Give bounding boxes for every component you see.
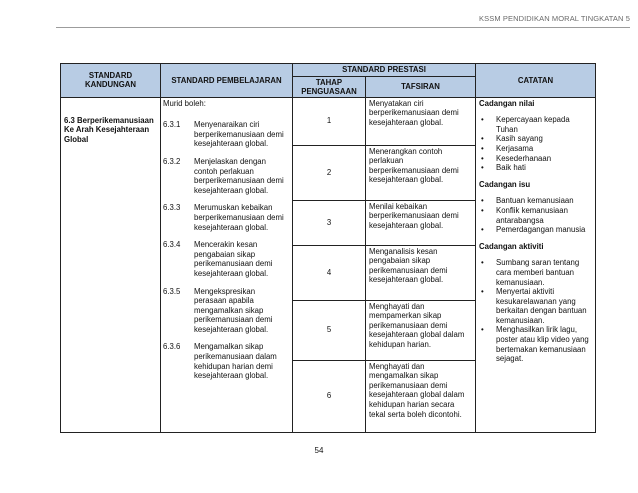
standard-kandungan-cell: 6.3 Berperikemanusiaan Ke Arah Kesejahteraan Global [61, 97, 161, 432]
tahap-cell: 4 [293, 245, 366, 300]
header-standard-pembelajaran: STANDARD PEMBELAJARAN [161, 64, 293, 98]
bullet-icon: • [481, 287, 484, 297]
list-item [479, 154, 592, 164]
bullet-icon: • [481, 115, 484, 125]
bullet-icon: • [481, 225, 484, 235]
list-item-text: Kesederhanaan [496, 153, 552, 163]
bullet-icon: • [481, 325, 484, 335]
bullet-icon: • [481, 163, 484, 173]
cadangan-aktiviti-heading: Cadangan aktiviti [479, 241, 544, 251]
header-divider [56, 27, 630, 28]
tahap-cell: 3 [293, 200, 366, 245]
tahap-cell: 2 [293, 145, 366, 200]
list-item [479, 225, 592, 235]
pembelajaran-item [163, 342, 289, 380]
list-item-text: Konflik kemanusiaan antarabangsa [496, 205, 568, 225]
tahap-cell: 5 [293, 300, 366, 360]
bullet-icon: • [481, 153, 484, 163]
cadangan-isu-heading: Cadangan isu [479, 179, 531, 189]
cadangan-nilai-list [479, 115, 592, 173]
header-catatan: CATATAN [476, 64, 596, 98]
list-item [479, 206, 592, 225]
item-text: Mengamalkan sikap perikemanusiaan dalam kehidupan harian demi kesejahteraan global. [194, 342, 277, 381]
list-item [479, 258, 592, 287]
bullet-icon: • [481, 258, 484, 268]
item-number: 6.3.3 [163, 203, 181, 213]
header-tafsiran: TAFSIRAN [366, 76, 476, 97]
item-text: Mencerakin kesan pengabaian sikap perikemanusiaan demi kesejahteraan global. [194, 240, 273, 278]
list-item-text: Sumbang saran tentang cara memberi bantuan kemanusiaan. [496, 258, 580, 287]
pembelajaran-item [163, 240, 289, 278]
page-header: KSSM PENDIDIKAN MORAL TINGKATAN 5 [479, 14, 630, 23]
tahap-cell: 1 [293, 97, 366, 145]
tafsiran-cell: Menilai kebaikan berperikemanusiaan demi kesejahteraan global. [366, 200, 476, 245]
pembelajaran-item [163, 203, 289, 232]
list-item-text: Menghasilkan lirik lagu, poster atau klip video yang bertemakan kemanusiaan sejagat. [496, 325, 589, 364]
list-item [479, 196, 592, 206]
item-text: Menyenaraikan ciri berperikemanusiaan demi kesejahteraan global. [194, 120, 284, 149]
list-item-text: Pemerdagangan manusia [496, 225, 586, 235]
tafsiran-cell: Menyatakan ciri berperikemanusiaan demi kesejahteraan global. [366, 97, 476, 145]
cadangan-aktiviti-list [479, 258, 592, 364]
standard-pembelajaran-cell [161, 97, 293, 432]
item-number: 6.3.4 [163, 240, 181, 250]
pembelajaran-intro: Murid boleh: [163, 98, 206, 108]
bullet-icon: • [481, 143, 484, 153]
bullet-icon: • [481, 205, 484, 215]
page-number: 54 [314, 446, 324, 455]
list-item-text: Bantuan kemanusiaan [496, 196, 574, 206]
list-item [479, 325, 592, 363]
list-item [479, 287, 592, 325]
item-number: 6.3.5 [163, 286, 181, 296]
bullet-icon: • [481, 196, 484, 206]
header-standard-prestasi: STANDARD PRESTASI [293, 64, 476, 77]
item-number: 6.3.6 [163, 342, 181, 352]
list-item-text: Menyertai aktiviti kesukarelawanan yang berkaitan dengan bantuan kemanusiaan. [496, 287, 587, 325]
header-tahap-penguasaan: TAHAP PENGUASAAN [293, 76, 366, 97]
tafsiran-cell: Menghayati dan mengamalkan sikap perikemanusiaan demi kesejahteraan global dalam kehidupan harian secara tekal serta boleh dicontohi. [366, 360, 476, 432]
list-item-text: Kerjasama [496, 143, 534, 153]
header-standard-kandungan: STANDARD KANDUNGAN [61, 64, 161, 98]
list-item [479, 144, 592, 154]
list-item [479, 163, 592, 173]
cadangan-nilai-heading: Cadangan nilai [479, 98, 535, 108]
pembelajaran-item [163, 120, 289, 149]
tafsiran-cell: Menghayati dan mempamerkan sikap perikemanusiaan demi kesejahteraan global dalam kehidupan harian. [366, 300, 476, 360]
bullet-icon: • [481, 134, 484, 144]
item-number: 6.3.2 [163, 156, 181, 166]
curriculum-table [60, 63, 596, 433]
list-item-text: Kasih sayang [496, 134, 543, 144]
list-item-text: Kepercayaan kepada Tuhan [496, 115, 570, 134]
pembelajaran-item [163, 287, 289, 335]
item-text: Mengekspresikan perasaan apabila mengamalkan sikap perikemanusiaan demi kesejahteraan global. [194, 286, 273, 334]
tafsiran-cell: Menerangkan contoh perlakuan berperikemanusiaan demi kesejahteraan global. [366, 145, 476, 200]
item-number: 6.3.1 [163, 120, 181, 130]
catatan-cell [476, 97, 596, 432]
cadangan-isu-list [479, 196, 592, 234]
item-text: Merumuskan kebaikan berperikemanusiaan demi kesejahteraan global. [194, 203, 284, 232]
list-item [479, 134, 592, 144]
tahap-cell: 6 [293, 360, 366, 432]
list-item [479, 115, 592, 134]
list-item-text: Baik hati [496, 163, 526, 173]
tafsiran-cell: Menganalisis kesan pengabaian sikap perikemanusiaan demi kesejahteraan global. [366, 245, 476, 300]
item-text: Menjelaskan dengan contoh perlakuan berperikemanusiaan demi kesejahteraan global. [194, 156, 284, 195]
pembelajaran-item [163, 157, 289, 195]
